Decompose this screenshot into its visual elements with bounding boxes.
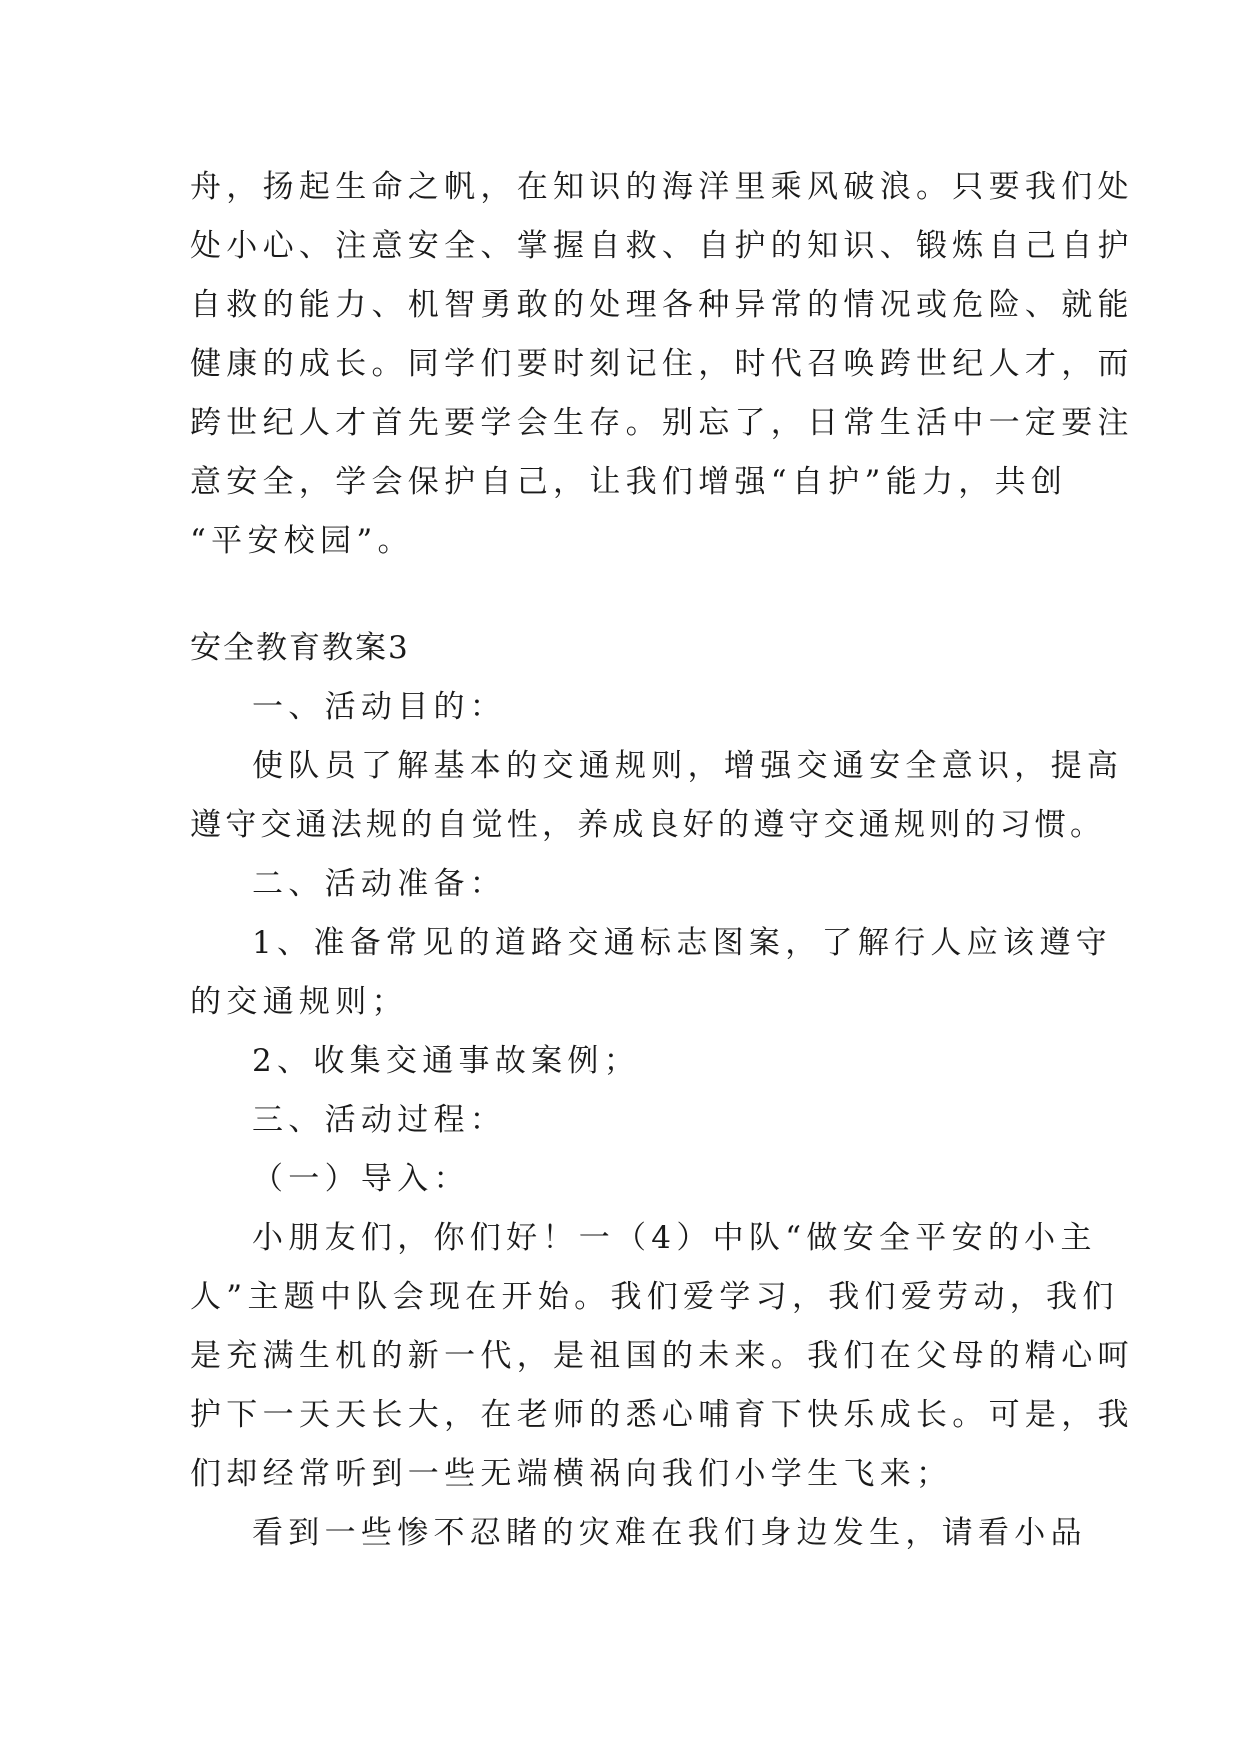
- heading-prep: 二、活动准备：: [252, 866, 507, 902]
- body-text-line: 1、准备常见的道路交通标志图案，了解行人应该遵守: [252, 925, 1112, 961]
- body-text-line: 跨世纪人才首先要学会生存。别忘了，日常生活中一定要注: [190, 405, 1134, 441]
- section-title: 安全教育教案3: [190, 630, 410, 666]
- body-text-line: 2、收集交通事故案例；: [252, 1043, 641, 1079]
- body-text-line: 遵守交通法规的自觉性，养成良好的遵守交通规则的习惯。: [190, 807, 1106, 843]
- body-text-line: 是充满生机的新一代，是祖国的未来。我们在父母的精心呵: [190, 1338, 1134, 1374]
- body-text-line: 自救的能力、机智勇敢的处理各种异常的情况或危险、就能: [190, 287, 1134, 323]
- body-text-line: 处小心、注意安全、掌握自救、自护的知识、锻炼自己自护: [190, 228, 1134, 264]
- subheading-intro: （一）导入：: [252, 1161, 470, 1197]
- body-text-line: 舟，扬起生命之帆，在知识的海洋里乘风破浪。只要我们处: [190, 169, 1134, 205]
- body-text-line: 的交通规则；: [190, 984, 408, 1020]
- heading-process: 三、活动过程：: [252, 1102, 507, 1138]
- body-text-line: 们却经常听到一些无端横祸向我们小学生飞来；: [190, 1456, 953, 1492]
- body-text-line: 健康的成长。同学们要时刻记住，时代召唤跨世纪人才，而: [190, 346, 1134, 382]
- body-text-line: 意安全，学会保护自己，让我们增强“自护”能力，共创: [190, 464, 1068, 500]
- body-text-line: 看到一些惨不忍睹的灾难在我们身边发生，请看小品: [252, 1515, 1087, 1551]
- body-text-line: 小朋友们，你们好！一（4）中队“做安全平安的小主: [252, 1220, 1097, 1256]
- body-text-line: “平安校园”。: [190, 523, 414, 559]
- body-text-line: 人”主题中队会现在开始。我们爱学习，我们爱劳动，我们: [190, 1279, 1119, 1315]
- heading-purpose: 一、活动目的：: [252, 689, 507, 725]
- body-text-line: 护下一天天长大，在老师的悉心哺育下快乐成长。可是，我: [190, 1397, 1134, 1433]
- body-text-line: 使队员了解基本的交通规则，增强交通安全意识，提高: [252, 748, 1124, 784]
